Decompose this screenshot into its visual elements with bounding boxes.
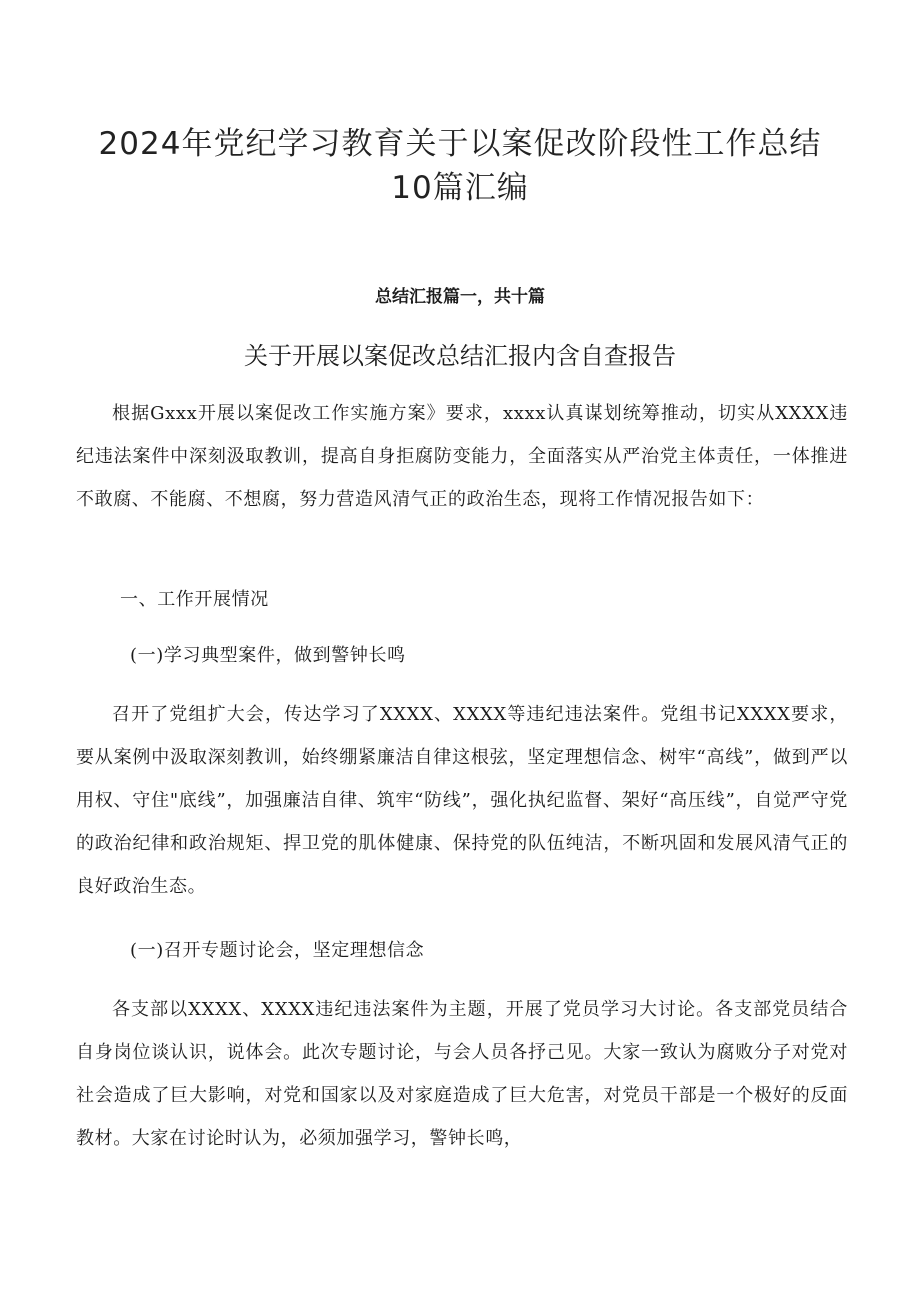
document-title-line-1: 2024年党纪学习教育关于以案促改阶段性工作总结 — [98, 126, 822, 162]
subsection-paragraph-discussion: 各支部以XXXX、XXXX违纪违法案件为主题，开展了党员学习大讨论。各支部党员结合自身岗位谈认识，说体会。此次专题讨论，与会人员各抒己见。大家一致认为腐败分子对党对社会造成了巨大影响，对党和国家以及对家庭造成了巨大危害，对党员干部是一个极好的反面教材。大家在讨论时认为，必须加强学习，警钟长鸣， — [76, 999, 848, 1149]
section-subtitle: 总结汇报篇一，共十篇 — [375, 287, 545, 307]
subsection-heading-discussion: (一)召开专题讨论会，坚定理想信念 — [130, 940, 425, 961]
subsection-heading-study-cases: (一)学习典型案件，做到警钟长鸣 — [130, 645, 406, 666]
intro-paragraph: 根据Gxxx开展以案促改工作实施方案》要求，xxxx认真谋划统筹推动，切实从XXXX违纪违法案件中深刻汲取教训，提高自身拒腐防变能力，全面落实从严治党主体责任，一体推进不敢腐、不能腐、不想腐，努力营造风清气正的政治生态，现将工作情况报告如下： — [76, 403, 848, 510]
section-heading-work-status: 一、工作开展情况 — [120, 589, 269, 610]
report-title: 关于开展以案促改总结汇报内含自查报告 — [244, 342, 676, 370]
document-title-line-2: 10篇汇编 — [391, 170, 529, 206]
subsection-paragraph-study-cases: 召开了党组扩大会，传达学习了XXXX、XXXX等违纪违法案件。党组书记XXXX要求，要从案例中汲取深刻教训，始终绷紧廉洁自律这根弦，坚定理想信念、树牢“高线”，做到严以用权、守住"底线”，加强廉洁自律、筑牢“防线”，强化执纪监督、架好“高压线”，自觉严守党的政治纪律和政治规矩、捍卫党的肌体健康、保持党的队伍纯洁，不断巩固和发展风清气正的良好政治生态。 — [76, 704, 848, 897]
